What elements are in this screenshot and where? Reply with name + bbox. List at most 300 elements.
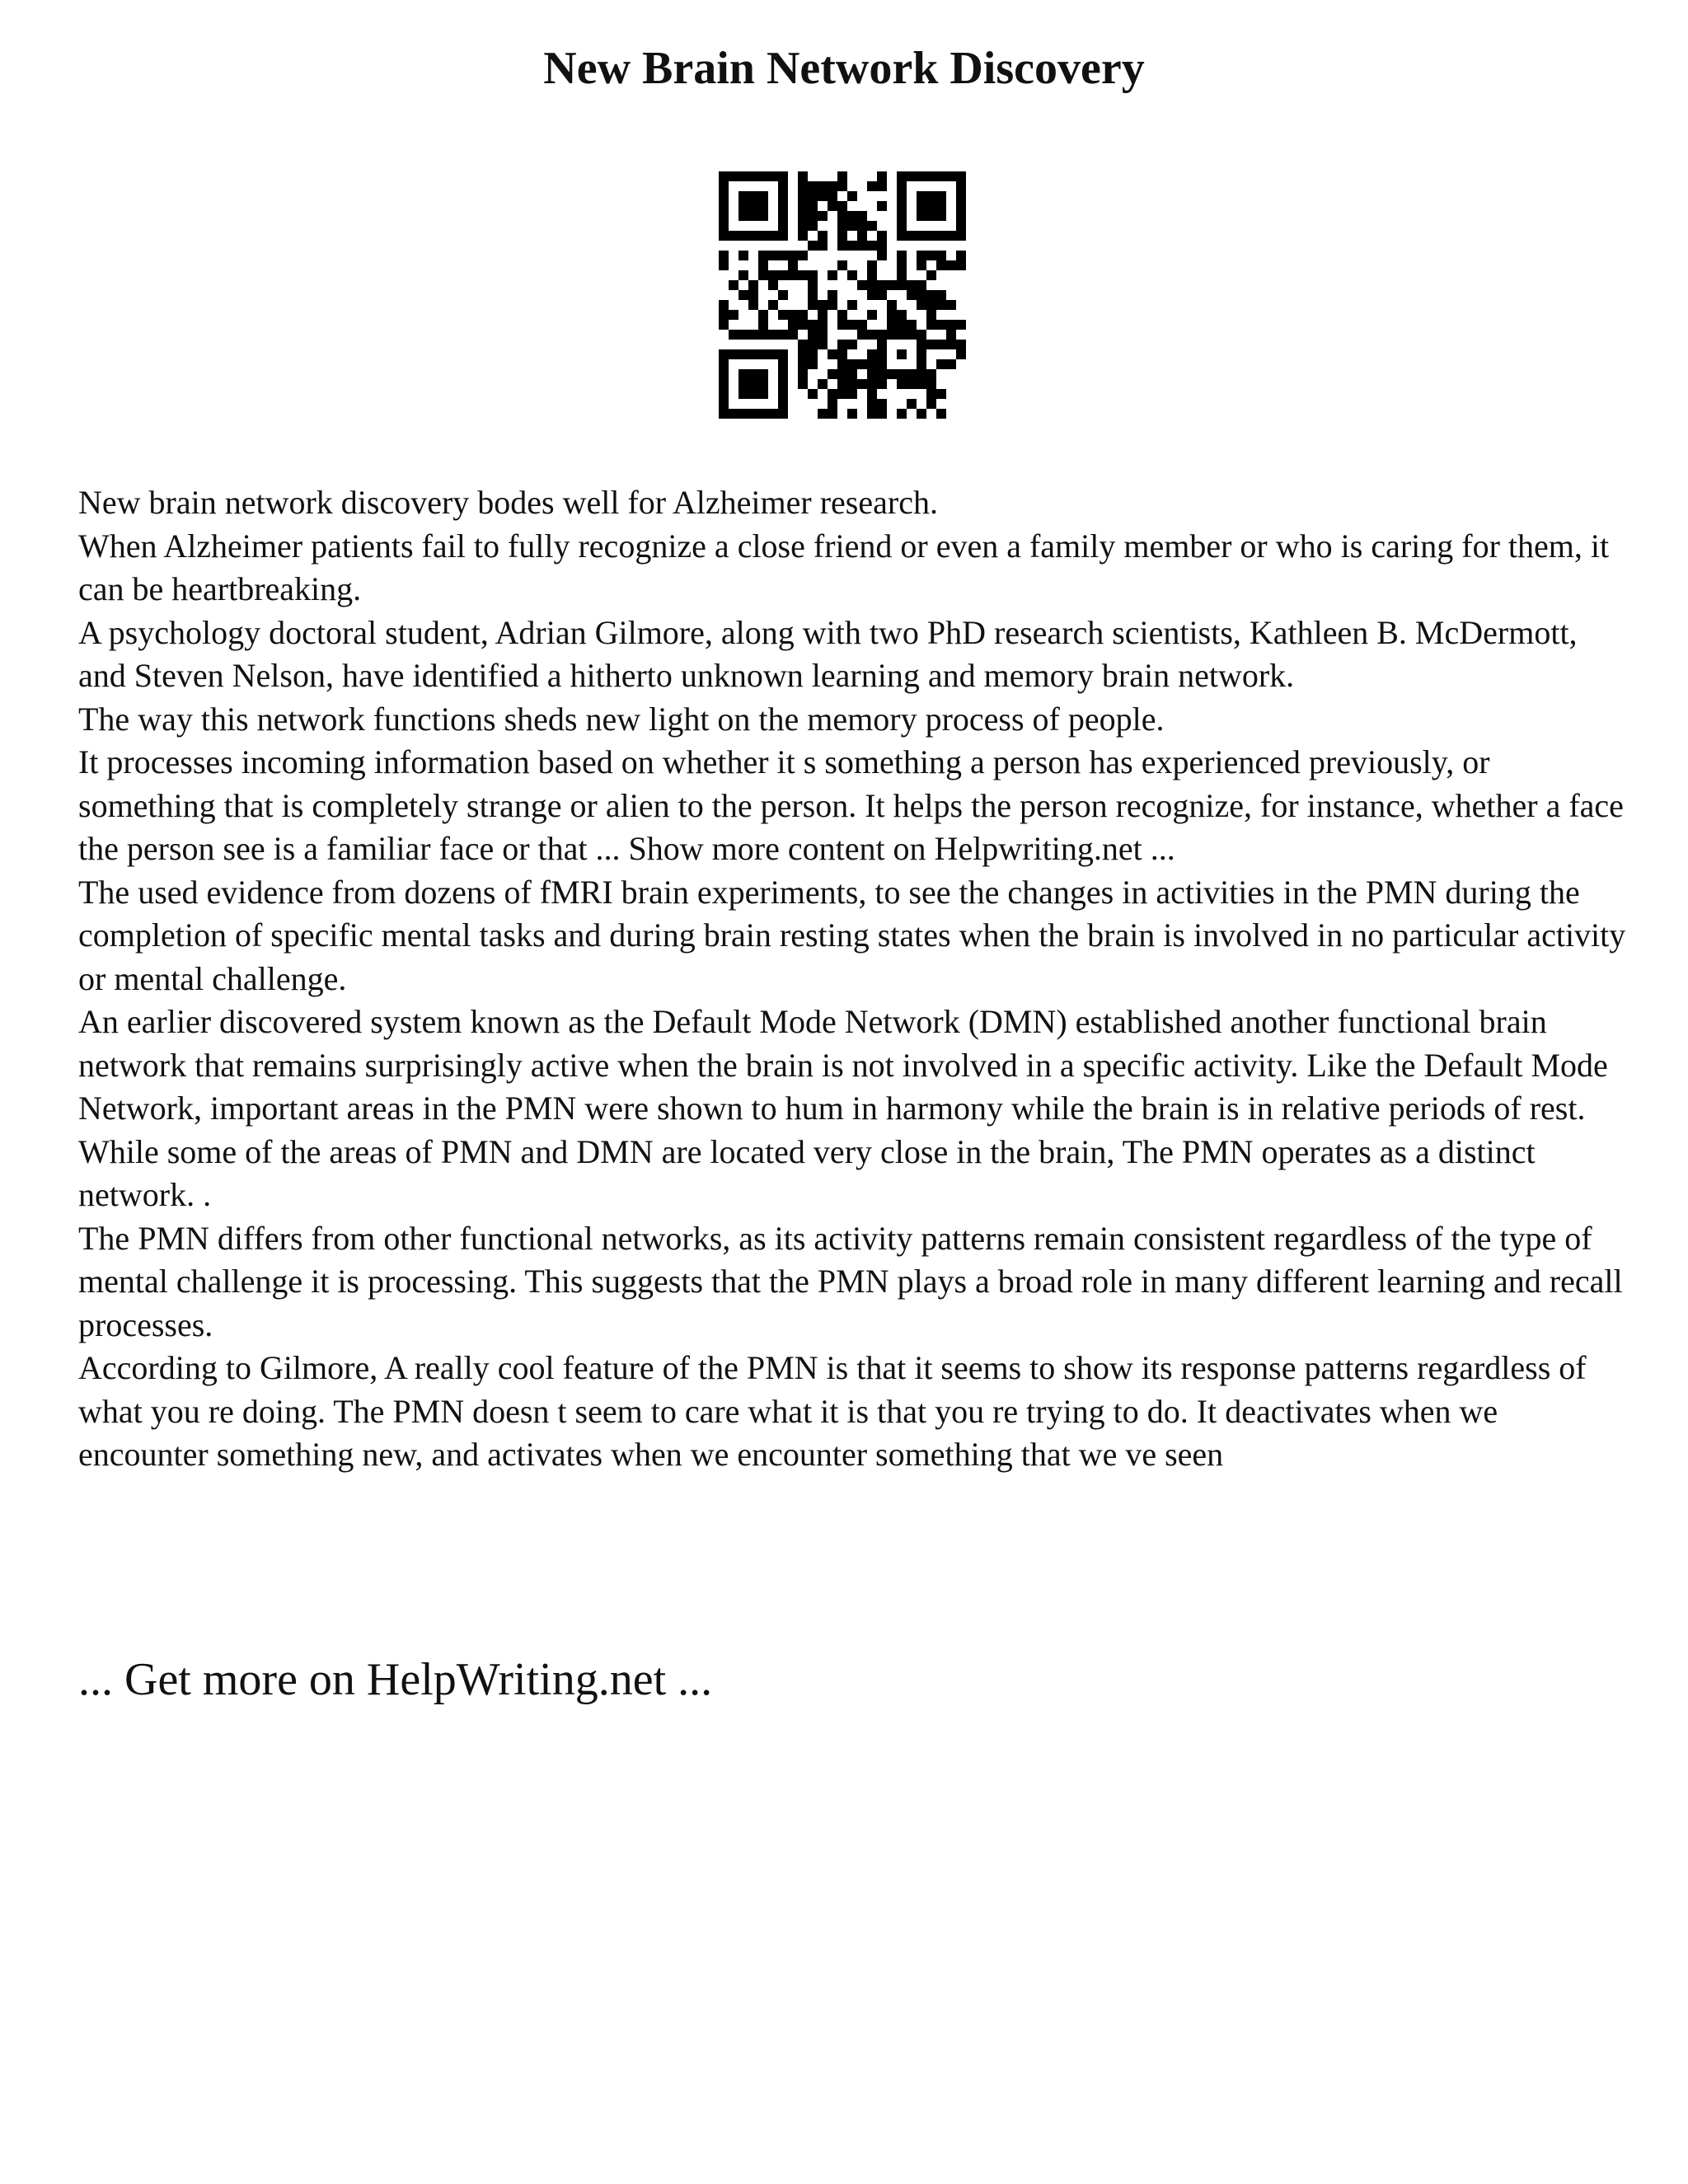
qr-module — [828, 349, 837, 359]
qr-module — [946, 300, 956, 310]
qr-module — [758, 260, 768, 270]
qr-module — [917, 260, 926, 270]
qr-module — [738, 330, 748, 340]
qr-module — [768, 171, 778, 181]
qr-module — [877, 241, 887, 251]
qr-module — [837, 241, 847, 251]
get-more-link[interactable]: ... Get more on HelpWriting.net ... — [78, 1654, 713, 1705]
paragraph: The way this network functions sheds new light on the memory process of people. — [78, 700, 1165, 738]
qr-module — [798, 320, 808, 330]
qr-module — [748, 280, 758, 290]
qr-module — [738, 389, 748, 399]
qr-module — [897, 201, 907, 211]
qr-module — [768, 251, 778, 260]
qr-module — [917, 369, 926, 379]
qr-module — [936, 300, 946, 310]
qr-module — [877, 369, 887, 379]
qr-module — [818, 300, 828, 310]
qr-module — [748, 171, 758, 181]
qr-module — [729, 310, 738, 320]
qr-module — [758, 320, 768, 330]
qr-module — [738, 191, 748, 201]
qr-module — [758, 171, 768, 181]
qr-module — [946, 320, 956, 330]
qr-module — [936, 211, 946, 221]
qr-module — [897, 260, 907, 270]
qr-module — [808, 191, 818, 201]
qr-module — [877, 181, 887, 191]
qr-module — [738, 369, 748, 379]
qr-module — [917, 340, 926, 349]
qr-module — [768, 270, 778, 280]
qr-module — [768, 330, 778, 340]
qr-module — [857, 330, 867, 340]
qr-module — [778, 310, 788, 320]
qr-module — [719, 171, 729, 181]
qr-module — [818, 320, 828, 330]
qr-module — [828, 290, 837, 300]
qr-module — [837, 231, 847, 241]
qr-module — [719, 300, 729, 310]
qr-module — [897, 191, 907, 201]
qr-module — [897, 181, 907, 191]
qr-module — [748, 300, 758, 310]
qr-module — [877, 201, 887, 211]
qr-module — [719, 181, 729, 191]
qr-module — [808, 359, 818, 369]
qr-module — [748, 389, 758, 399]
paragraph: The PMN differs from other functional networks, as its activity patterns remain consistent regardless of the type of mental challenge it is processing. This suggests that the PMN plays a broad role in many different learning and recall processes. — [78, 1219, 1623, 1343]
qr-module — [808, 201, 818, 211]
qr-module — [936, 320, 946, 330]
qr-module — [936, 171, 946, 181]
qr-module — [748, 349, 758, 359]
qr-module — [818, 211, 828, 221]
qr-module — [877, 330, 887, 340]
qr-module — [729, 409, 738, 419]
qr-module — [907, 320, 917, 330]
qr-module — [847, 340, 857, 349]
qr-module — [867, 359, 877, 369]
qr-module — [778, 399, 788, 409]
qr-module — [867, 399, 877, 409]
qr-module — [936, 359, 946, 369]
qr-module — [847, 221, 857, 231]
qr-module — [758, 369, 768, 379]
qr-module — [946, 231, 956, 241]
qr-module — [719, 260, 729, 270]
qr-module — [719, 221, 729, 231]
qr-module — [946, 171, 956, 181]
qr-module — [719, 349, 729, 359]
qr-module — [738, 251, 748, 260]
qr-module — [758, 389, 768, 399]
qr-module — [828, 300, 837, 310]
qr-module — [956, 201, 966, 211]
qr-module — [907, 379, 917, 389]
qr-module — [897, 320, 907, 330]
qr-module — [897, 409, 907, 419]
qr-module — [758, 201, 768, 211]
qr-module — [788, 320, 798, 330]
qr-module — [867, 270, 877, 280]
qr-module — [936, 290, 946, 300]
qr-module — [828, 201, 837, 211]
qr-module — [897, 171, 907, 181]
qr-module — [867, 409, 877, 419]
qr-module — [936, 191, 946, 201]
qr-module — [778, 201, 788, 211]
paragraph: It processes incoming information based on whether it s something a person has experienced previously, or something that is completely strange or alien to the person. It helps the person recognize, for instance, whether a face the person see is a familiar face or that ... Show more content on Helpwriting.net ... — [78, 743, 1624, 867]
qr-module — [946, 260, 956, 270]
qr-module — [808, 280, 818, 290]
qr-module — [907, 369, 917, 379]
qr-module — [778, 221, 788, 231]
qr-module — [897, 349, 907, 359]
qr-module — [926, 290, 936, 300]
qr-module — [917, 330, 926, 340]
qr-module — [877, 379, 887, 389]
qr-module — [808, 389, 818, 399]
qr-module — [877, 399, 887, 409]
qr-module — [719, 369, 729, 379]
qr-module — [798, 340, 808, 349]
qr-module — [847, 211, 857, 221]
qr-module — [778, 409, 788, 419]
qr-module — [857, 320, 867, 330]
qr-module — [837, 340, 847, 349]
qr-module — [738, 379, 748, 389]
qr-module — [818, 181, 828, 191]
qr-module — [778, 191, 788, 201]
qr-module — [788, 260, 798, 270]
qr-module — [936, 409, 946, 419]
qr-module — [828, 181, 837, 191]
qr-module — [857, 231, 867, 241]
qr-module — [837, 320, 847, 330]
qr-module — [748, 290, 758, 300]
qr-module — [837, 359, 847, 369]
qr-module — [887, 300, 897, 310]
qr-module — [837, 260, 847, 270]
qr-module — [887, 310, 897, 320]
qr-module — [837, 310, 847, 320]
qr-module — [837, 221, 847, 231]
qr-module — [956, 171, 966, 181]
qr-module — [768, 231, 778, 241]
qr-module — [907, 290, 917, 300]
qr-module — [926, 270, 936, 280]
qr-module — [837, 389, 847, 399]
qr-module — [808, 290, 818, 300]
qr-module — [808, 270, 818, 280]
paragraph: A psychology doctoral student, Adrian Gilmore, along with two PhD research scientists, Kathleen B. McDermott, and Steven Nelson, have identified a hitherto unknown learning and memory brain network. — [78, 613, 1578, 694]
qr-module — [847, 241, 857, 251]
qr-module — [917, 231, 926, 241]
qr-module — [828, 389, 837, 399]
qr-module — [808, 349, 818, 359]
qr-module — [867, 379, 877, 389]
qr-module — [768, 409, 778, 419]
qr-module — [887, 320, 897, 330]
qr-module — [719, 389, 729, 399]
qr-module — [798, 211, 808, 221]
qr-module — [847, 369, 857, 379]
qr-code-icon[interactable] — [719, 171, 966, 419]
qr-module — [808, 330, 818, 340]
qr-module — [778, 231, 788, 241]
qr-module — [719, 211, 729, 221]
qr-module — [719, 379, 729, 389]
qr-module — [926, 340, 936, 349]
qr-module — [818, 379, 828, 389]
paragraph: According to Gilmore, A really cool feature of the PMN is that it seems to show its response patterns regardless of what you re doing. The PMN doesn t seem to care what it is that you re trying to do. It deactivates when we encounter something new, and activates when we encounter something that we ve seen — [78, 1349, 1587, 1473]
qr-module — [926, 231, 936, 241]
qr-module — [847, 300, 857, 310]
qr-module — [758, 310, 768, 320]
qr-module — [926, 191, 936, 201]
qr-module — [867, 349, 877, 359]
qr-module — [778, 181, 788, 191]
qr-module — [738, 171, 748, 181]
qr-module — [847, 320, 857, 330]
qr-module — [837, 201, 847, 211]
qr-module — [917, 290, 926, 300]
qr-module — [917, 211, 926, 221]
qr-module — [798, 251, 808, 260]
qr-module — [758, 211, 768, 221]
qr-module — [956, 260, 966, 270]
qr-module — [738, 211, 748, 221]
page-title: New Brain Network Discovery — [543, 43, 1145, 94]
qr-module — [758, 379, 768, 389]
qr-module — [778, 211, 788, 221]
qr-module — [808, 211, 818, 221]
qr-module — [798, 359, 808, 369]
qr-module — [847, 270, 857, 280]
qr-module — [897, 369, 907, 379]
qr-module — [917, 171, 926, 181]
qr-module — [738, 231, 748, 241]
paragraph: The used evidence from dozens of fMRI brain experiments, to see the changes in activities in the PMN during the completion of specific mental tasks and during brain resting states when the brain is involved in no particular activity or mental challenge. — [78, 873, 1626, 997]
qr-module — [887, 330, 897, 340]
qr-module — [877, 290, 887, 300]
qr-module — [778, 349, 788, 359]
qr-module — [897, 330, 907, 340]
qr-module — [748, 211, 758, 221]
qr-module — [907, 171, 917, 181]
qr-module — [926, 310, 936, 320]
qr-module — [798, 201, 808, 211]
qr-module — [798, 379, 808, 389]
qr-module — [857, 221, 867, 231]
qr-module — [867, 369, 877, 379]
qr-module — [758, 330, 768, 340]
qr-module — [778, 389, 788, 399]
qr-module — [719, 399, 729, 409]
qr-module — [917, 280, 926, 290]
qr-module — [828, 409, 837, 419]
qr-module — [748, 409, 758, 419]
qr-module — [808, 181, 818, 191]
qr-module — [936, 340, 946, 349]
qr-module — [867, 241, 877, 251]
qr-module — [719, 191, 729, 201]
qr-module — [926, 320, 936, 330]
qr-module — [917, 191, 926, 201]
qr-module — [778, 359, 788, 369]
qr-module — [808, 300, 818, 310]
qr-module — [778, 270, 788, 280]
qr-module — [926, 171, 936, 181]
qr-module — [917, 409, 926, 419]
qr-module — [719, 320, 729, 330]
qr-module — [857, 211, 867, 221]
qr-module — [847, 379, 857, 389]
qr-module — [798, 171, 808, 181]
qr-module — [729, 280, 738, 290]
qr-module — [877, 409, 887, 419]
qr-module — [877, 280, 887, 290]
qr-module — [768, 280, 778, 290]
qr-module — [758, 270, 768, 280]
qr-module — [857, 359, 867, 369]
qr-module — [857, 241, 867, 251]
qr-module — [897, 221, 907, 231]
qr-module — [738, 409, 748, 419]
qr-module — [818, 340, 828, 349]
qr-module — [778, 171, 788, 181]
qr-module — [818, 241, 828, 251]
qr-module — [748, 191, 758, 201]
qr-module — [808, 221, 818, 231]
qr-module — [837, 181, 847, 191]
qr-module — [818, 409, 828, 419]
qr-module — [758, 409, 768, 419]
qr-module — [778, 369, 788, 379]
qr-module — [867, 290, 877, 300]
qr-module — [926, 389, 936, 399]
qr-module — [758, 231, 768, 241]
qr-module — [837, 211, 847, 221]
qr-module — [926, 379, 936, 389]
qr-module — [956, 191, 966, 201]
qr-module — [778, 330, 788, 340]
qr-module — [729, 349, 738, 359]
qr-module — [946, 330, 956, 340]
qr-module — [729, 330, 738, 340]
qr-module — [818, 310, 828, 320]
qr-module — [758, 251, 768, 260]
qr-module — [729, 171, 738, 181]
qr-module — [897, 211, 907, 221]
qr-module — [926, 201, 936, 211]
paragraph: New brain network discovery bodes well for Alzheimer research. — [78, 484, 938, 521]
qr-module — [768, 349, 778, 359]
qr-module — [828, 270, 837, 280]
qr-module — [877, 231, 887, 241]
qr-module — [907, 399, 917, 409]
paragraph: An earlier discovered system known as the Default Mode Network (DMN) established another functional brain network that remains surprisingly active when the brain is not involved in a specific activity. Like the Default Mode Network, important areas in the PMN were shown to hum in harmony while the brain is in relative periods of rest. While some of the areas of PMN and DMN are located very close in the brain, The PMN operates as a distinct network. . — [78, 1003, 1608, 1213]
qr-module — [887, 280, 897, 290]
qr-module — [877, 359, 887, 369]
qr-module — [808, 320, 818, 330]
qr-module — [857, 379, 867, 389]
qr-module — [867, 280, 877, 290]
qr-module — [808, 241, 818, 251]
paragraph: When Alzheimer patients fail to fully recognize a close friend or even a family member or who is caring for them, it can be heartbreaking. — [78, 527, 1610, 607]
qr-module — [936, 251, 946, 260]
qr-module — [748, 330, 758, 340]
qr-module — [946, 340, 956, 349]
qr-module — [778, 251, 788, 260]
qr-module — [907, 231, 917, 241]
qr-module — [877, 251, 887, 260]
qr-module — [798, 369, 808, 379]
qr-module — [917, 349, 926, 359]
qr-module — [808, 340, 818, 349]
qr-module — [897, 270, 907, 280]
qr-module — [798, 231, 808, 241]
qr-module — [956, 221, 966, 231]
qr-module — [946, 359, 956, 369]
qr-module — [956, 251, 966, 260]
qr-module — [788, 251, 798, 260]
qr-module — [847, 389, 857, 399]
qr-module — [926, 300, 936, 310]
qr-module — [936, 231, 946, 241]
qr-module — [956, 211, 966, 221]
qr-module — [719, 310, 729, 320]
qr-module — [719, 201, 729, 211]
qr-module — [788, 330, 798, 340]
qr-module — [897, 310, 907, 320]
qr-module — [877, 171, 887, 181]
qr-module — [877, 340, 887, 349]
qr-module — [897, 231, 907, 241]
qr-module — [917, 300, 926, 310]
qr-module — [917, 251, 926, 260]
article-body — [78, 481, 1628, 1477]
qr-module — [956, 181, 966, 191]
qr-module — [956, 320, 966, 330]
qr-module — [719, 409, 729, 419]
qr-module — [867, 389, 877, 399]
qr-module — [897, 280, 907, 290]
qr-module — [818, 231, 828, 241]
qr-module — [837, 171, 847, 181]
qr-module — [738, 349, 748, 359]
qr-module — [798, 221, 808, 231]
qr-module — [956, 349, 966, 359]
qr-module — [837, 379, 847, 389]
qr-module — [867, 260, 877, 270]
qr-module — [857, 280, 867, 290]
qr-module — [719, 231, 729, 241]
qr-module — [897, 379, 907, 389]
qr-module — [758, 349, 768, 359]
qr-module — [719, 251, 729, 260]
qr-module — [818, 330, 828, 340]
qr-module — [798, 191, 808, 201]
qr-module — [837, 369, 847, 379]
qr-module — [748, 369, 758, 379]
qr-module — [798, 310, 808, 320]
qr-module — [758, 191, 768, 201]
qr-module — [719, 359, 729, 369]
qr-module — [738, 201, 748, 211]
qr-module — [897, 251, 907, 260]
